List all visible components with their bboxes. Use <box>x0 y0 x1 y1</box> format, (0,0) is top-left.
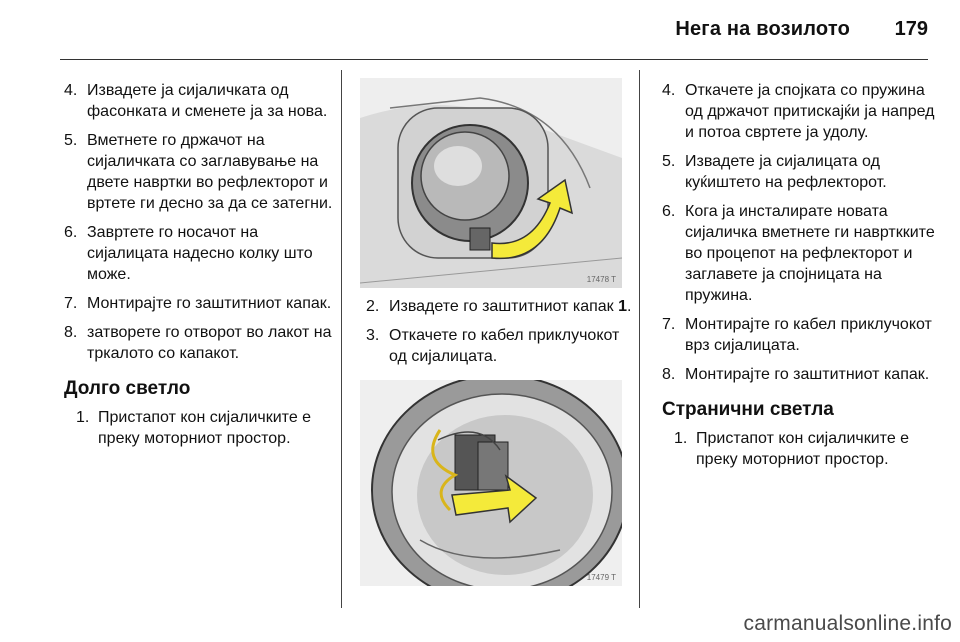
step-list <box>366 296 632 367</box>
figure-code: 17478 T <box>586 275 616 284</box>
list-item: 5. Вметнете го држачот на сијаличката со заглавување на двете навртки во рефлекторот и вртете ги десно за да се затегни. <box>64 132 333 212</box>
headlamp-connector-illustration <box>360 380 622 586</box>
left-column <box>64 80 334 457</box>
page-title: Нега на возилото <box>675 18 850 40</box>
list-item: 3. Откачете го кабел приклучокот од сијалицата. <box>366 327 620 365</box>
list-item: 5. Извадете ја сијалицата од куќиштето на рефлекторот. <box>662 153 887 191</box>
list-item: 7. Монтирајте го кабел приклучокот врз сијалицата. <box>662 316 932 354</box>
column-divider-right <box>639 70 640 608</box>
section-heading-high-beam: Долго светло <box>64 378 191 399</box>
list-item: 6. Кога ја инсталирате новата сијаличка вметнете ги наврткките во процепот на рефлекторот и заглавете ја спојницата на пружина. <box>662 203 935 304</box>
step-list <box>662 80 944 385</box>
header-divider <box>60 59 928 60</box>
figure-cable-connector <box>360 380 622 586</box>
page-number: 179 <box>894 18 928 40</box>
headlamp-cap-illustration <box>360 78 622 288</box>
sub-step-list <box>64 407 334 449</box>
right-column <box>662 80 944 478</box>
figure-code: 17479 T <box>586 573 616 582</box>
sub-step-list <box>662 428 944 470</box>
section-heading-side-lights: Странични светла <box>662 399 834 420</box>
column-divider-left <box>341 70 342 608</box>
list-item: 4. Откачете ја спојката со пружина од држачот притискајќи ја напред и потоа свртете ја удолу. <box>662 82 935 141</box>
list-item: 8. Монтирајте го заштитниот капак. <box>662 366 930 383</box>
step-list <box>64 80 334 364</box>
list-item: 7. Монтирајте го заштитниот капак. <box>64 295 332 312</box>
callout-number: 1 <box>618 298 627 315</box>
figure-protective-cap <box>360 78 622 288</box>
list-item: 6. Завртете го носачот на сијалицата надесно колку што може. <box>64 224 313 283</box>
list-item: 8. затворете го отворот во лакот на тркалото со капакот. <box>64 324 332 362</box>
watermark-text: carmanualsonline.info <box>743 612 952 635</box>
middle-column-text <box>366 296 632 375</box>
list-item: 4. Извадете ја сијаличката од фасонката и сменете ја за нова. <box>64 82 328 120</box>
list-item: 1. Пристапот кон сијаличките е преку моторниот простор. <box>674 430 910 468</box>
list-item: 1. Пристапот кон сијаличките е преку моторниот простор. <box>76 409 312 447</box>
list-item: 2. Извадете го заштитниот капак 1. <box>366 298 632 315</box>
